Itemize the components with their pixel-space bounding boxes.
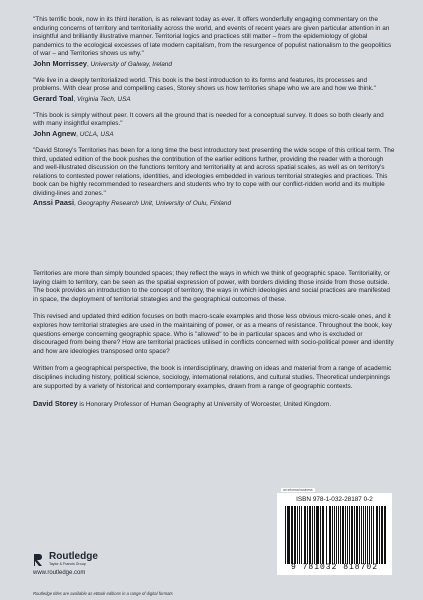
- barcode-bar: [342, 506, 344, 564]
- barcode-bar: [292, 506, 293, 564]
- author-bio: [33, 400, 395, 410]
- barcode-bar: [347, 506, 348, 564]
- praise-quote-2: "We live in a deeply territorialized world. This book is the best introduction to its forms and features, its processes and problems. With clear prose and compelling cases, Storey shows us how territories shape who we are and how we think." Gerard Toal, Virginia Tech, USA: [33, 77, 395, 104]
- barcode-bar: [332, 506, 333, 564]
- author-bio-text: is Honorary Professor of Human Geography at University of Worcester, United Kingdom.: [77, 401, 332, 409]
- publisher-logo: [33, 552, 98, 567]
- barcode-bar: [349, 506, 350, 564]
- publisher-subtitle: Taylor & Francis Group: [49, 562, 86, 566]
- praise-quote-1: "This terrific book, now in its third iteration, is as relevant today as ever. It offers wonderfully engaging commentary on the enduring concerns of territory and territoriality across the world, and events of recent years are given particular attention in an insightful and brilliantly illustrative manner. Territorial logics and practices still matter – from the epidemiology of global pandemics to the ecological excesses of late modern capitalism, from the resurgence of populist nationalism to the geopolitics of war – and Territories shows us why." John Morrissey, University of Galway, Ireland: [33, 16, 395, 69]
- barcode-bar: [312, 506, 313, 564]
- barcode-bar: [365, 506, 366, 564]
- praise-section: [33, 16, 395, 216]
- quote-affiliation: UCLA, USA: [79, 130, 114, 138]
- barcode-bar: [334, 506, 335, 564]
- barcode-bar: [379, 506, 380, 564]
- barcode-bar: [367, 506, 368, 564]
- quote-text: "We live in a deeply territorialized world. This book is the best introduction to its forms and features, its processes and problems. With clear prose and compelling cases, Storey shows us how territories shape who we are and how we think.": [33, 76, 376, 93]
- barcode-bar: [384, 506, 385, 564]
- barcode-bar: [288, 506, 289, 564]
- barcode-bar: [307, 506, 308, 564]
- barcode-bar: [381, 506, 382, 564]
- quote-affiliation: Virginia Tech, USA: [77, 95, 131, 103]
- barcode-bar: [329, 506, 330, 564]
- barcode-box: [277, 493, 392, 575]
- barcode-bar: [377, 506, 378, 564]
- barcode-bar: [369, 506, 370, 564]
- barcode-bar: [323, 506, 324, 564]
- barcode-bar: [330, 506, 331, 564]
- barcode-bar: [338, 506, 339, 564]
- barcode-bar: [351, 506, 352, 564]
- quote-affiliation: Geography Research Unit, University of Oulu, Finland: [77, 200, 232, 208]
- imprint-label: an informa business: [283, 488, 313, 492]
- barcode-bar: [371, 506, 372, 564]
- barcode-bar: [299, 506, 300, 564]
- barcode-bar: [376, 506, 377, 564]
- barcode-bar: [326, 506, 328, 564]
- barcode-digits: 9 781032 818702: [290, 563, 378, 572]
- praise-quote-4: "David Storey's Territories has been for a long time the best introductory text presenting the wide scope of this critical term. The third, updated edition of the book pushes the contribution of the earlier editions further, providing the reader with a thorough and well-illustrated discussion on the functions territory and territoriality at and across spatial scales, as well as on territory's relations to contested power relations, identities, and ideologies embedded in various territorial strategies and practices. This book can be highly recommended to researchers and students who try to cope with our conflict-ridden world and its multiple dividing-lines and zones." Anssi Paasi, Geography Research Unit, University of Oulu, Finland: [33, 147, 395, 208]
- barcode-bar: [301, 506, 302, 564]
- barcode-bar: [322, 506, 323, 564]
- barcode-bar: [304, 506, 305, 564]
- routledge-logo-icon: [33, 553, 45, 567]
- barcode-bar: [359, 506, 360, 564]
- barcode-bar: [352, 506, 353, 564]
- barcode-bar: [356, 506, 358, 564]
- quote-author: Gerard Toal: [33, 93, 74, 103]
- barcode-bar: [291, 506, 292, 564]
- barcode-bar: [373, 506, 375, 564]
- publisher-website: www.routledge.com: [33, 570, 86, 576]
- quote-text: "This terrific book, now in its third iteration, is as relevant today as ever. It offers wonderfully engaging commentary on the enduring concerns of territory and territoriality across the world, and events of recent years are given particular attention in an insightful and brilliantly illustrative manner. Territorial logics and practices still matter – from the epidemiology of global pandemics to the ecological excesses of late modern capitalism, from the resurgence of populist nationalism to the geopolitics of war – and Territories shows us why.": [33, 16, 392, 57]
- isbn-text: ISBN 978-1-032-28187 0-2: [296, 496, 373, 503]
- barcode-bar: [297, 506, 298, 564]
- barcode-bar: [340, 506, 341, 564]
- barcode-bar: [314, 506, 315, 564]
- barcode-bar: [385, 506, 386, 564]
- barcode-bar: [320, 506, 321, 564]
- description-paragraph-2: This revised and updated third edition focuses on both macro-scale examples and those less obvious micro-scale ones, and it explores how territorial strategies are used in the maintaining of power, or as a means of resistance. Throughout the book, key questions emerge concerning geographic space. Who is "allowed" to be in particular spaces and who is excluded or discouraged from being there? How are territorial practices utilised in conflicts concerned with socio-political power and identity and how are ideologies transposed onto space?: [33, 313, 394, 355]
- quote-author: John Agnew: [33, 128, 77, 138]
- barcode-bar: [309, 506, 311, 564]
- description-paragraph-3: Written from a geographical perspective, the book is interdisciplinary, drawing on ideas and material from a range of academic disciplines including history, political science, sociology, international relations, and cultural studies. Theoretical underpinnings are supported by a variety of historical and contemporary examples, drawn from a range of geographic contexts.: [33, 365, 392, 390]
- book-description: [33, 270, 395, 419]
- barcode-bar: [317, 506, 318, 564]
- ebook-footnote: Routledge titles are available as eBook editions in a range of digital formats: [33, 591, 173, 596]
- description-paragraph-1: Territories are more than simply bounded spaces; they reflect the ways in which we think of geographic space. Territoriality, or laying claim to territory, can be seen as the spatial expression of power, with borders dividing those inside from those outside. The book provides an introduction to the concept of territory, the ways in which ideologies and social practices are manifested in space, the deployment of territorial strategies and the geographical outcomes of these.: [33, 270, 390, 303]
- barcode-bar: [294, 506, 296, 564]
- barcode-bar: [363, 506, 364, 564]
- quote-affiliation: University of Galway, Ireland: [90, 60, 172, 68]
- author-name: David Storey: [33, 399, 78, 409]
- quote-text: "David Storey's Territories has been for a long time the best introductory text presenting the wide scope of this critical term. The third, updated edition of the book pushes the contribution of the earlier editions further, providing the reader with a thorough and well-illustrated discussion on the functions territory and territoriality at and across spatial scales, as well as on territory's relations to contested power relations, identities, and ideologies embedded in various territorial strategies and practices. This book can be highly recommended to researchers and students who try to cope with our conflict-ridden world and its multiple dividing-lines and zones.": [33, 147, 395, 197]
- barcode-bar: [305, 506, 306, 564]
- barcode-bar: [287, 506, 288, 564]
- praise-quote-3: "This book is simply without peer. It covers all the ground that is needed for a conceptual survey. It does so both clearly and with many insightful examples." John Agnew, UCLA, USA: [33, 112, 395, 139]
- barcode-bar: [285, 506, 286, 564]
- barcode-bar: [354, 506, 355, 564]
- barcode-bar: [361, 506, 362, 564]
- barcode-bar: [336, 506, 337, 564]
- barcode-icon: [285, 506, 387, 564]
- barcode-bar: [345, 506, 346, 564]
- barcode-bar: [316, 506, 317, 564]
- quote-author: John Morrissey: [33, 58, 87, 68]
- quote-text: "This book is simply without peer. It covers all the ground that is needed for a conceptual survey. It does so both clearly and with many insightful examples.": [33, 111, 384, 128]
- publisher-name: Routledge: [49, 551, 98, 562]
- quote-author: Anssi Paasi: [33, 198, 74, 208]
